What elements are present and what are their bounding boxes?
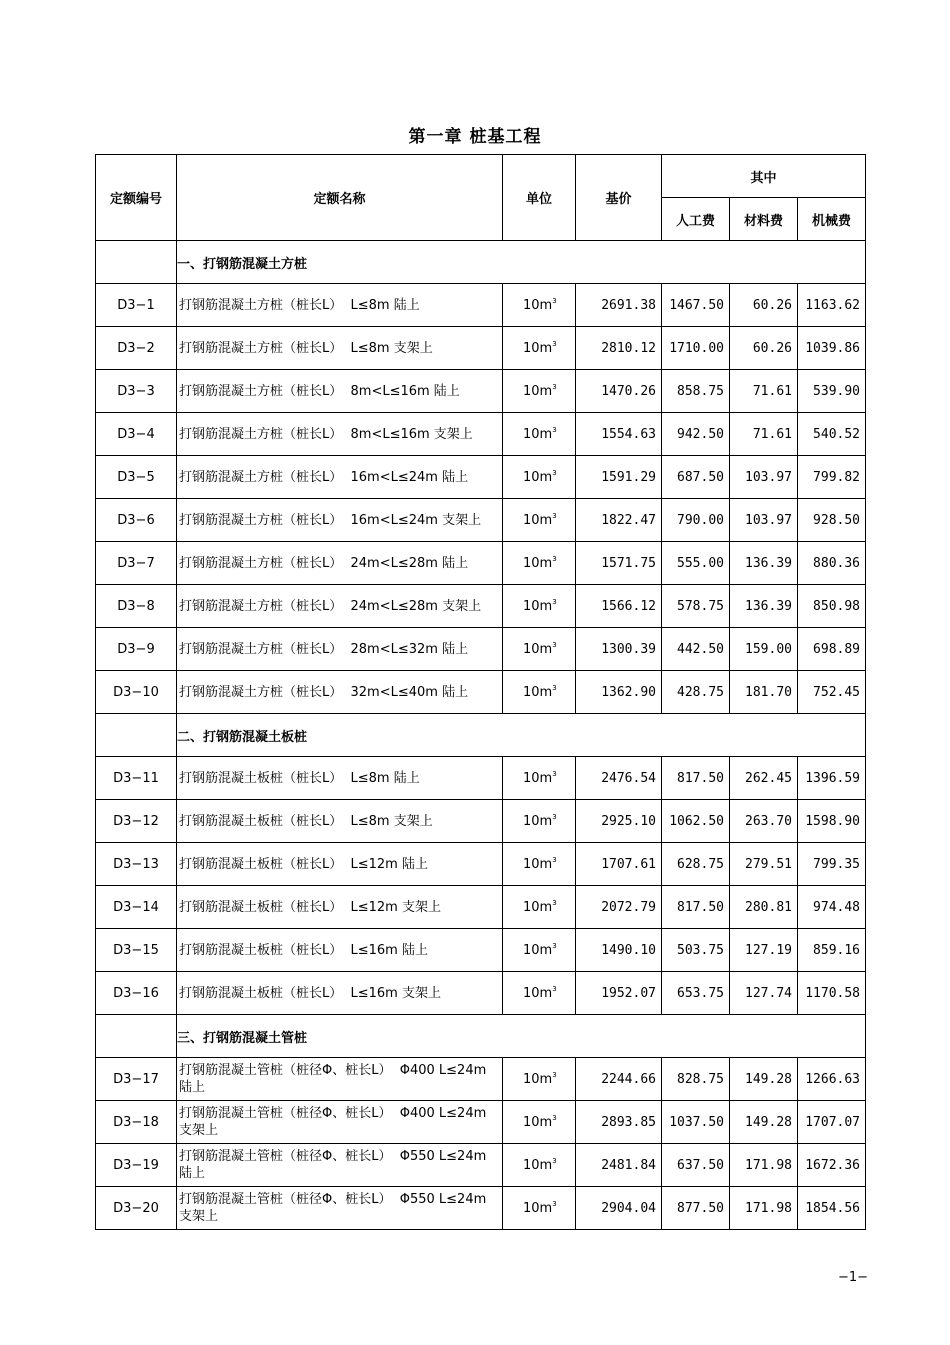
unit-exponent: 3: [552, 684, 557, 692]
quota-unit: [503, 370, 576, 413]
unit-base: 10m: [523, 814, 553, 829]
labor-cost: 503.75: [662, 929, 730, 972]
labor-cost: 637.50: [662, 1144, 730, 1187]
quota-unit: [503, 972, 576, 1015]
quota-unit: [503, 456, 576, 499]
table-row: [96, 456, 866, 499]
quota-unit: [503, 1187, 576, 1230]
machine-cost: 880.36: [798, 542, 866, 585]
unit-base: 10m: [523, 470, 553, 485]
table-row: [96, 542, 866, 585]
labor-cost: 442.50: [662, 628, 730, 671]
header-of-which: 其中: [662, 155, 866, 198]
base-price: 1822.47: [576, 499, 662, 542]
labor-cost: 877.50: [662, 1187, 730, 1230]
machine-cost: 1266.63: [798, 1058, 866, 1101]
quota-code: D3−18: [96, 1101, 177, 1144]
material-cost: 103.97: [730, 456, 798, 499]
base-price: 1300.39: [576, 628, 662, 671]
header-code: 定额编号: [96, 155, 177, 241]
quota-unit: [503, 499, 576, 542]
table-row: [96, 800, 866, 843]
machine-cost: 752.45: [798, 671, 866, 714]
section-code-cell: [96, 714, 177, 757]
base-price: 1707.61: [576, 843, 662, 886]
quota-name: 打钢筋混凝土板桩（桩长L） L≤8m 支架上: [177, 800, 503, 843]
quota-code: D3−8: [96, 585, 177, 628]
quota-name: 打钢筋混凝土板桩（桩长L） L≤12m 支架上: [177, 886, 503, 929]
material-cost: 181.70: [730, 671, 798, 714]
material-cost: 263.70: [730, 800, 798, 843]
material-cost: 171.98: [730, 1187, 798, 1230]
quota-code: D3−9: [96, 628, 177, 671]
unit-exponent: 3: [552, 856, 557, 864]
unit-base: 10m: [523, 986, 553, 1001]
unit-exponent: 3: [552, 555, 557, 563]
quota-code: D3−11: [96, 757, 177, 800]
header-machine: 机械费: [798, 198, 866, 241]
quota-name: 打钢筋混凝土管桩（桩径Φ、桩长L） Φ400 L≤24m 陆上: [177, 1058, 503, 1101]
quota-unit: [503, 757, 576, 800]
quota-name: 打钢筋混凝土板桩（桩长L） L≤8m 陆上: [177, 757, 503, 800]
quota-unit: [503, 1144, 576, 1187]
base-price: 1490.10: [576, 929, 662, 972]
header-material: 材料费: [730, 198, 798, 241]
unit-base: 10m: [523, 857, 553, 872]
quota-name: 打钢筋混凝土方桩（桩长L） L≤8m 支架上: [177, 327, 503, 370]
header-name: 定额名称: [177, 155, 503, 241]
table-row: [96, 628, 866, 671]
page-number: −1−: [838, 1270, 869, 1285]
machine-cost: 799.82: [798, 456, 866, 499]
table-row: [96, 585, 866, 628]
quota-code: D3−6: [96, 499, 177, 542]
table-row: [96, 671, 866, 714]
table-row: [96, 499, 866, 542]
labor-cost: 1037.50: [662, 1101, 730, 1144]
table-row: [96, 757, 866, 800]
material-cost: 149.28: [730, 1101, 798, 1144]
unit-exponent: 3: [552, 1200, 557, 1208]
quota-table: [95, 154, 866, 1230]
labor-cost: 817.50: [662, 886, 730, 929]
machine-cost: 1039.86: [798, 327, 866, 370]
table-row: [96, 886, 866, 929]
base-price: 2925.10: [576, 800, 662, 843]
machine-cost: 1854.56: [798, 1187, 866, 1230]
labor-cost: 1467.50: [662, 284, 730, 327]
base-price: 1566.12: [576, 585, 662, 628]
base-price: 2476.54: [576, 757, 662, 800]
machine-cost: 974.48: [798, 886, 866, 929]
labor-cost: 790.00: [662, 499, 730, 542]
quota-name: 打钢筋混凝土管桩（桩径Φ、桩长L） Φ550 L≤24m 陆上: [177, 1144, 503, 1187]
quota-code: D3−5: [96, 456, 177, 499]
unit-exponent: 3: [552, 813, 557, 821]
base-price: 2072.79: [576, 886, 662, 929]
table-row: [96, 327, 866, 370]
quota-code: D3−10: [96, 671, 177, 714]
quota-name: 打钢筋混凝土方桩（桩长L） 32m<L≤40m 陆上: [177, 671, 503, 714]
table-row: [96, 413, 866, 456]
unit-exponent: 3: [552, 985, 557, 993]
material-cost: 159.00: [730, 628, 798, 671]
quota-unit: [503, 1101, 576, 1144]
quota-name: 打钢筋混凝土板桩（桩长L） L≤16m 陆上: [177, 929, 503, 972]
unit-base: 10m: [523, 1201, 553, 1216]
unit-exponent: 3: [552, 383, 557, 391]
material-cost: 60.26: [730, 327, 798, 370]
quota-code: D3−2: [96, 327, 177, 370]
quota-unit: [503, 327, 576, 370]
quota-name: 打钢筋混凝土方桩（桩长L） 16m<L≤24m 陆上: [177, 456, 503, 499]
table-row: [96, 1144, 866, 1187]
unit-exponent: 3: [552, 770, 557, 778]
quota-name: 打钢筋混凝土管桩（桩径Φ、桩长L） Φ550 L≤24m 支架上: [177, 1187, 503, 1230]
quota-code: D3−14: [96, 886, 177, 929]
labor-cost: 828.75: [662, 1058, 730, 1101]
section-label: 三、打钢筋混凝土管桩: [177, 1015, 866, 1058]
quota-unit: [503, 284, 576, 327]
machine-cost: 1170.58: [798, 972, 866, 1015]
unit-exponent: 3: [552, 469, 557, 477]
base-price: 1591.29: [576, 456, 662, 499]
labor-cost: 653.75: [662, 972, 730, 1015]
quota-name: 打钢筋混凝土方桩（桩长L） 8m<L≤16m 支架上: [177, 413, 503, 456]
quota-name: 打钢筋混凝土方桩（桩长L） 16m<L≤24m 支架上: [177, 499, 503, 542]
unit-base: 10m: [523, 1158, 553, 1173]
base-price: 2481.84: [576, 1144, 662, 1187]
base-price: 1362.90: [576, 671, 662, 714]
quota-unit: [503, 929, 576, 972]
page-title: 第一章 桩基工程: [408, 127, 542, 147]
material-cost: 127.74: [730, 972, 798, 1015]
machine-cost: 1672.36: [798, 1144, 866, 1187]
unit-base: 10m: [523, 685, 553, 700]
section-code-cell: [96, 1015, 177, 1058]
quota-name: 打钢筋混凝土方桩（桩长L） 24m<L≤28m 陆上: [177, 542, 503, 585]
unit-exponent: 3: [552, 340, 557, 348]
quota-unit: [503, 843, 576, 886]
labor-cost: 578.75: [662, 585, 730, 628]
material-cost: 103.97: [730, 499, 798, 542]
labor-cost: 942.50: [662, 413, 730, 456]
labor-cost: 1710.00: [662, 327, 730, 370]
unit-exponent: 3: [552, 1157, 557, 1165]
material-cost: 149.28: [730, 1058, 798, 1101]
labor-cost: 428.75: [662, 671, 730, 714]
machine-cost: 850.98: [798, 585, 866, 628]
quota-code: D3−20: [96, 1187, 177, 1230]
machine-cost: 1598.90: [798, 800, 866, 843]
quota-name: 打钢筋混凝土方桩（桩长L） 8m<L≤16m 陆上: [177, 370, 503, 413]
material-cost: 127.19: [730, 929, 798, 972]
table-row: [96, 1187, 866, 1230]
base-price: 2810.12: [576, 327, 662, 370]
unit-base: 10m: [523, 599, 553, 614]
unit-exponent: 3: [552, 942, 557, 950]
section-row: [96, 714, 866, 757]
machine-cost: 859.16: [798, 929, 866, 972]
quota-code: D3−19: [96, 1144, 177, 1187]
quota-name: 打钢筋混凝土方桩（桩长L） 24m<L≤28m 支架上: [177, 585, 503, 628]
quota-unit: [503, 413, 576, 456]
unit-exponent: 3: [552, 641, 557, 649]
unit-base: 10m: [523, 771, 553, 786]
base-price: 1470.26: [576, 370, 662, 413]
quota-code: D3−1: [96, 284, 177, 327]
unit-exponent: 3: [552, 1071, 557, 1079]
quota-unit: [503, 800, 576, 843]
quota-name: 打钢筋混凝土板桩（桩长L） L≤12m 陆上: [177, 843, 503, 886]
material-cost: 279.51: [730, 843, 798, 886]
unit-base: 10m: [523, 427, 553, 442]
machine-cost: 799.35: [798, 843, 866, 886]
quota-name: 打钢筋混凝土板桩（桩长L） L≤16m 支架上: [177, 972, 503, 1015]
table-row: [96, 1058, 866, 1101]
machine-cost: 928.50: [798, 499, 866, 542]
table-row: [96, 972, 866, 1015]
base-price: 2691.38: [576, 284, 662, 327]
quota-code: D3−16: [96, 972, 177, 1015]
quota-unit: [503, 585, 576, 628]
header-unit: 单位: [503, 155, 576, 241]
machine-cost: 540.52: [798, 413, 866, 456]
base-price: 2893.85: [576, 1101, 662, 1144]
machine-cost: 1396.59: [798, 757, 866, 800]
material-cost: 136.39: [730, 585, 798, 628]
material-cost: 136.39: [730, 542, 798, 585]
material-cost: 262.45: [730, 757, 798, 800]
material-cost: 280.81: [730, 886, 798, 929]
labor-cost: 1062.50: [662, 800, 730, 843]
table-row: [96, 370, 866, 413]
table-row: [96, 843, 866, 886]
table-row: [96, 284, 866, 327]
header-labor: 人工费: [662, 198, 730, 241]
unit-base: 10m: [523, 298, 553, 313]
machine-cost: 539.90: [798, 370, 866, 413]
material-cost: 60.26: [730, 284, 798, 327]
header-base-price: 基价: [576, 155, 662, 241]
unit-base: 10m: [523, 384, 553, 399]
unit-exponent: 3: [552, 512, 557, 520]
section-row: [96, 1015, 866, 1058]
section-row: [96, 241, 866, 284]
unit-base: 10m: [523, 513, 553, 528]
quota-name: 打钢筋混凝土方桩（桩长L） 28m<L≤32m 陆上: [177, 628, 503, 671]
table-body: [96, 241, 866, 1230]
machine-cost: 698.89: [798, 628, 866, 671]
quota-code: D3−4: [96, 413, 177, 456]
quota-name: 打钢筋混凝土方桩（桩长L） L≤8m 陆上: [177, 284, 503, 327]
section-label: 一、打钢筋混凝土方桩: [177, 241, 866, 284]
labor-cost: 687.50: [662, 456, 730, 499]
quota-code: D3−12: [96, 800, 177, 843]
unit-base: 10m: [523, 341, 553, 356]
quota-unit: [503, 886, 576, 929]
base-price: 2244.66: [576, 1058, 662, 1101]
material-cost: 71.61: [730, 370, 798, 413]
quota-unit: [503, 628, 576, 671]
unit-base: 10m: [523, 900, 553, 915]
material-cost: 71.61: [730, 413, 798, 456]
unit-base: 10m: [523, 943, 553, 958]
material-cost: 171.98: [730, 1144, 798, 1187]
unit-base: 10m: [523, 642, 553, 657]
quota-unit: [503, 671, 576, 714]
quota-name: 打钢筋混凝土管桩（桩径Φ、桩长L） Φ400 L≤24m 支架上: [177, 1101, 503, 1144]
unit-base: 10m: [523, 556, 553, 571]
quota-code: D3−17: [96, 1058, 177, 1101]
quota-code: D3−7: [96, 542, 177, 585]
base-price: 1554.63: [576, 413, 662, 456]
unit-exponent: 3: [552, 899, 557, 907]
base-price: 1571.75: [576, 542, 662, 585]
base-price: 2904.04: [576, 1187, 662, 1230]
table-row: [96, 1101, 866, 1144]
machine-cost: 1707.07: [798, 1101, 866, 1144]
unit-base: 10m: [523, 1115, 553, 1130]
labor-cost: 817.50: [662, 757, 730, 800]
section-label: 二、打钢筋混凝土板桩: [177, 714, 866, 757]
machine-cost: 1163.62: [798, 284, 866, 327]
labor-cost: 555.00: [662, 542, 730, 585]
unit-exponent: 3: [552, 297, 557, 305]
quota-unit: [503, 542, 576, 585]
base-price: 1952.07: [576, 972, 662, 1015]
unit-exponent: 3: [552, 426, 557, 434]
unit-base: 10m: [523, 1072, 553, 1087]
unit-exponent: 3: [552, 598, 557, 606]
labor-cost: 628.75: [662, 843, 730, 886]
quota-code: D3−15: [96, 929, 177, 972]
quota-code: D3−13: [96, 843, 177, 886]
quota-unit: [503, 1058, 576, 1101]
quota-code: D3−3: [96, 370, 177, 413]
table-row: [96, 929, 866, 972]
labor-cost: 858.75: [662, 370, 730, 413]
section-code-cell: [96, 241, 177, 284]
unit-exponent: 3: [552, 1114, 557, 1122]
